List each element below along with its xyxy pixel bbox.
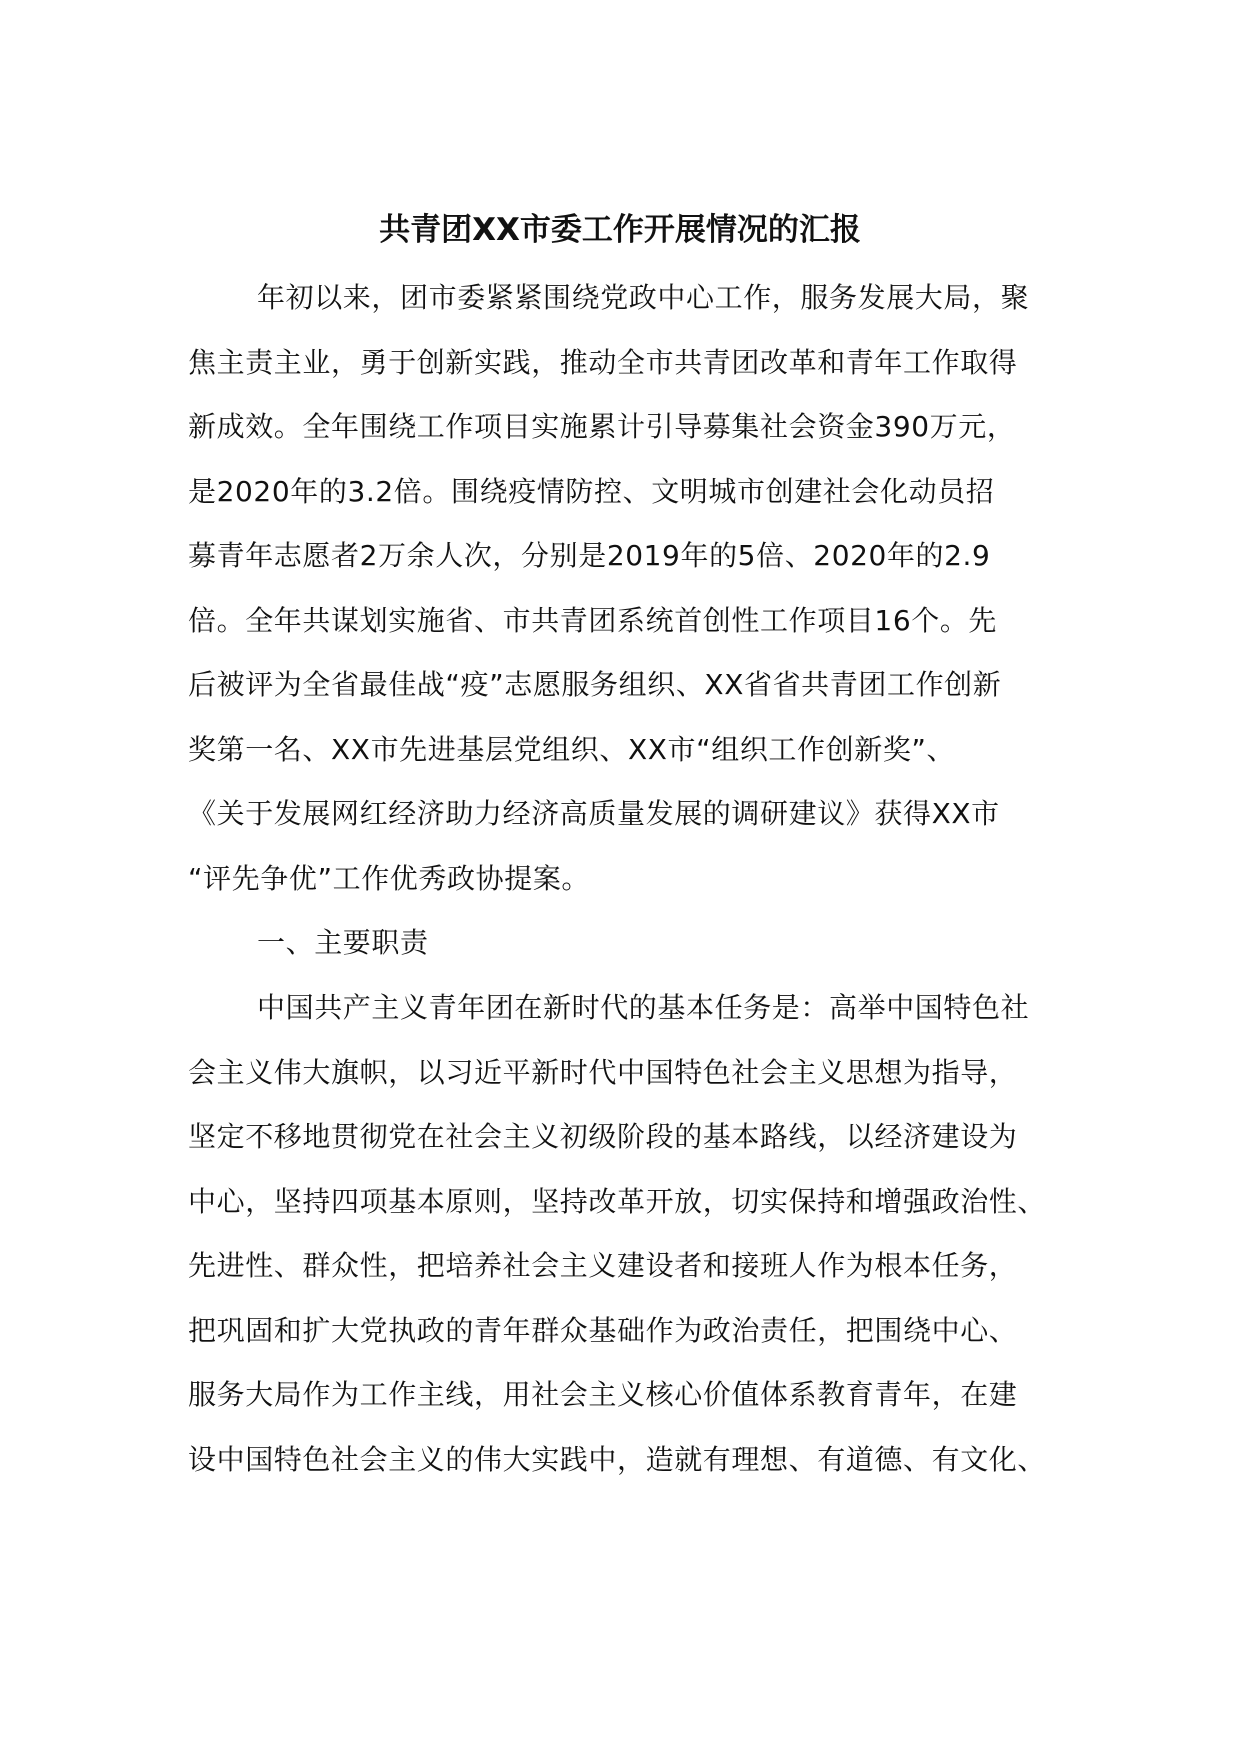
paragraph-line: 焦主责主业，勇于创新实践，推动全市共青团改革和青年工作取得 (188, 345, 1018, 379)
paragraph-line: 新成效。全年围绕工作项目实施累计引导募集社会资金390万元， (188, 410, 1016, 443)
paragraph-line: 《关于发展网红经济助力经济高质量发展的调研建议》获得XX市 (188, 797, 1000, 830)
paragraph-2 (188, 976, 1058, 1492)
paragraph-line: 是2020年的3.2倍。围绕疫情防控、文明城市创建社会化动员招 (188, 474, 995, 508)
paragraph-line: 坚定不移地贯彻党在社会主义初级阶段的基本路线，以经济建设为 (188, 1120, 1018, 1153)
section-heading (188, 911, 1058, 976)
paragraph-line: 会主义伟大旗帜，以习近平新时代中国特色社会主义思想为指导， (188, 1055, 1018, 1089)
paragraph-line: 先进性、群众性，把培养社会主义建设者和接班人作为根本任务， (188, 1249, 1018, 1282)
paragraph-line: 把巩固和扩大党执政的青年群众基础作为政治责任，把围绕中心、 (188, 1313, 1018, 1347)
paragraph-line: 中国共产主义青年团在新时代的基本任务是：高举中国特色社 (257, 991, 1030, 1024)
paragraph-line: 服务大局作为工作主线，用社会主义核心价值体系教育青年，在建 (188, 1378, 1018, 1411)
section-heading-text: 一、主要职责 (257, 926, 429, 959)
paragraph-1 (188, 266, 1058, 911)
paragraph-line: 设中国特色社会主义的伟大实践中，造就有理想、有道德、有文化、 (188, 1442, 1047, 1476)
paragraph-line: 后被评为全省最佳战“疫”志愿服务组织、XX省省共青团工作创新 (188, 668, 1002, 701)
paragraph-line: 年初以来，团市委紧紧围绕党政中心工作，服务发展大局，聚 (257, 281, 1030, 314)
paragraph-line: 奖第一名、XX市先进基层党组织、XX市“组织工作创新奖”、 (188, 732, 956, 766)
paragraph-line: 募青年志愿者2万余人次，分别是2019年的5倍、2020年的2.9 (188, 539, 991, 572)
paragraph-line: 中心，坚持四项基本原则，坚持改革开放，切实保持和增强政治性、 (188, 1184, 1047, 1218)
paragraph-line: 倍。全年共谋划实施省、市共青团系统首创性工作项目16个。先 (188, 603, 998, 637)
document-title: 共青团XX市委工作开展情况的汇报 (379, 212, 861, 248)
paragraph-line: “评先争优”工作优秀政协提案。 (188, 861, 591, 895)
